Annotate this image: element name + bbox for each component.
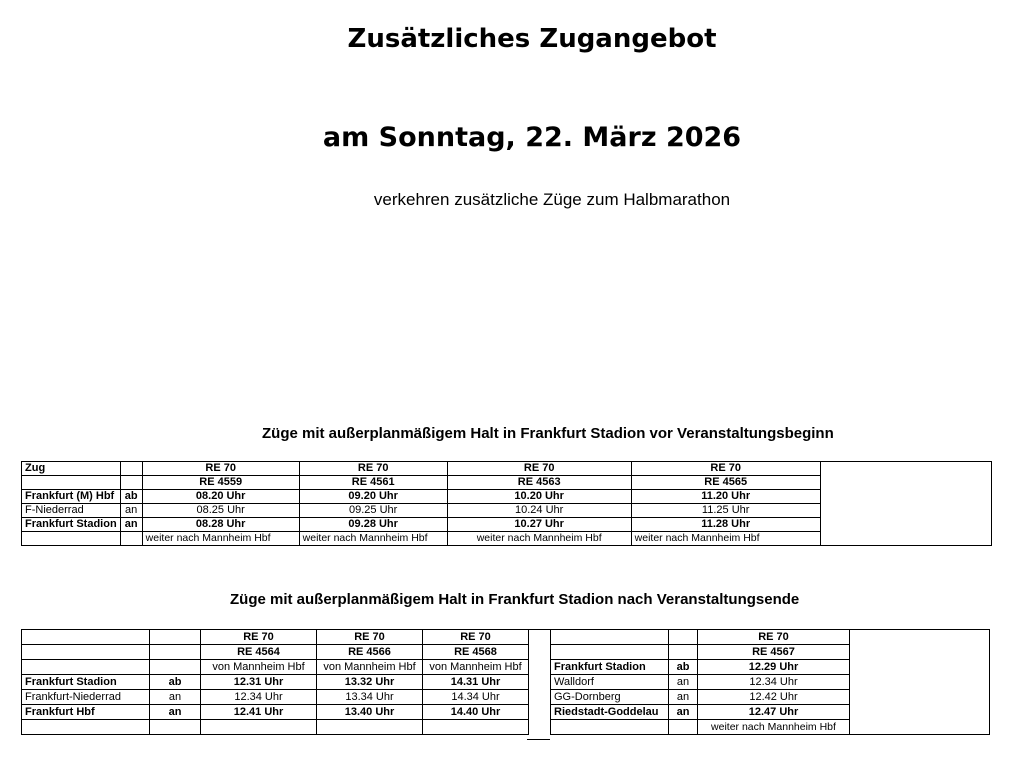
stop-type: an bbox=[669, 705, 698, 720]
line-cell: RE 70 bbox=[631, 462, 820, 476]
time-cell: 09.25 Uhr bbox=[299, 504, 447, 518]
table-row bbox=[22, 705, 529, 720]
time-cell: 13.40 Uhr bbox=[317, 705, 423, 720]
time-cell: 11.25 Uhr bbox=[631, 504, 820, 518]
station-name: Frankfurt-Niederrad bbox=[22, 690, 150, 705]
station-name: F-Niederrad bbox=[22, 504, 121, 518]
line-cell: RE 70 bbox=[142, 462, 299, 476]
time-cell: 13.32 Uhr bbox=[317, 675, 423, 690]
time-cell: 08.28 Uhr bbox=[142, 518, 299, 532]
stop-type: an bbox=[669, 675, 698, 690]
station-name: GG-Dornberg bbox=[551, 690, 669, 705]
train-number: RE 4568 bbox=[423, 645, 529, 660]
origin-cell: von Mannheim Hbf bbox=[201, 660, 317, 675]
section2-title: Züge mit außerplanmäßigem Halt in Frankfurt Stadion nach Veranstaltungsende bbox=[230, 591, 800, 608]
table-row bbox=[551, 630, 990, 645]
subtitle: verkehren zusätzliche Züge zum Halbmarathon bbox=[373, 190, 731, 209]
stop-type: ab bbox=[120, 490, 142, 504]
time-cell: 08.25 Uhr bbox=[142, 504, 299, 518]
table-divider bbox=[527, 629, 550, 740]
stop-type: an bbox=[150, 690, 201, 705]
station-name: Frankfurt Stadion bbox=[22, 518, 121, 532]
time-cell: 12.31 Uhr bbox=[201, 675, 317, 690]
note-cell: weiter nach Mannheim Hbf bbox=[447, 532, 631, 546]
line-cell: RE 70 bbox=[317, 630, 423, 645]
train-number: RE 4566 bbox=[317, 645, 423, 660]
header-label: Zug bbox=[22, 462, 121, 476]
stop-type: an bbox=[120, 504, 142, 518]
table-row bbox=[22, 645, 529, 660]
stop-type: ab bbox=[669, 660, 698, 675]
time-cell: 12.41 Uhr bbox=[201, 705, 317, 720]
train-number: RE 4559 bbox=[142, 476, 299, 490]
table-row bbox=[22, 720, 529, 735]
timetable-before-event bbox=[21, 461, 992, 546]
table-row bbox=[22, 462, 992, 476]
time-cell: 11.20 Uhr bbox=[631, 490, 820, 504]
station-name: Frankfurt Stadion bbox=[22, 675, 150, 690]
time-cell: 12.34 Uhr bbox=[201, 690, 317, 705]
time-cell: 12.29 Uhr bbox=[698, 660, 850, 675]
stop-type: ab bbox=[150, 675, 201, 690]
time-cell: 10.24 Uhr bbox=[447, 504, 631, 518]
train-number: RE 4563 bbox=[447, 476, 631, 490]
origin-cell: von Mannheim Hbf bbox=[317, 660, 423, 675]
date-line: am Sonntag, 22. März 2026 bbox=[322, 122, 742, 153]
page-title: Zusätzliches Zugangebot bbox=[347, 24, 717, 54]
line-cell: RE 70 bbox=[447, 462, 631, 476]
time-cell: 12.42 Uhr bbox=[698, 690, 850, 705]
table-row bbox=[22, 630, 529, 645]
note-cell: weiter nach Mannheim Hbf bbox=[698, 720, 850, 735]
timetable-after-event-left bbox=[21, 629, 529, 735]
time-cell: 14.31 Uhr bbox=[423, 675, 529, 690]
stop-type: an bbox=[120, 518, 142, 532]
station-name: Frankfurt Hbf bbox=[22, 705, 150, 720]
time-cell: 11.28 Uhr bbox=[631, 518, 820, 532]
station-name: Frankfurt Stadion bbox=[551, 660, 669, 675]
time-cell: 13.34 Uhr bbox=[317, 690, 423, 705]
station-name: Frankfurt (M) Hbf bbox=[22, 490, 121, 504]
section1-title: Züge mit außerplanmäßigem Halt in Frankfurt Stadion vor Veranstaltungsbeginn bbox=[262, 425, 834, 442]
time-cell: 10.20 Uhr bbox=[447, 490, 631, 504]
train-number: RE 4567 bbox=[698, 645, 850, 660]
time-cell: 09.28 Uhr bbox=[299, 518, 447, 532]
time-cell: 14.34 Uhr bbox=[423, 690, 529, 705]
time-cell: 14.40 Uhr bbox=[423, 705, 529, 720]
empty-cell bbox=[820, 462, 991, 546]
stop-type: an bbox=[669, 690, 698, 705]
time-cell: 08.20 Uhr bbox=[142, 490, 299, 504]
train-number: RE 4564 bbox=[201, 645, 317, 660]
origin-cell: von Mannheim Hbf bbox=[423, 660, 529, 675]
train-number: RE 4565 bbox=[631, 476, 820, 490]
line-cell: RE 70 bbox=[698, 630, 850, 645]
time-cell: 09.20 Uhr bbox=[299, 490, 447, 504]
line-cell: RE 70 bbox=[201, 630, 317, 645]
line-cell: RE 70 bbox=[299, 462, 447, 476]
time-cell: 10.27 Uhr bbox=[447, 518, 631, 532]
stop-type: an bbox=[150, 705, 201, 720]
train-number: RE 4561 bbox=[299, 476, 447, 490]
table-row bbox=[22, 660, 529, 675]
note-cell: weiter nach Mannheim Hbf bbox=[299, 532, 447, 546]
time-cell: 12.47 Uhr bbox=[698, 705, 850, 720]
empty-cell bbox=[850, 630, 990, 735]
table-row bbox=[22, 675, 529, 690]
line-cell: RE 70 bbox=[423, 630, 529, 645]
note-cell: weiter nach Mannheim Hbf bbox=[631, 532, 820, 546]
table-row bbox=[22, 690, 529, 705]
timetable-after-event-right bbox=[550, 629, 990, 735]
station-name: Walldorf bbox=[551, 675, 669, 690]
station-name: Riedstadt-Goddelau bbox=[551, 705, 669, 720]
note-cell: weiter nach Mannheim Hbf bbox=[142, 532, 299, 546]
time-cell: 12.34 Uhr bbox=[698, 675, 850, 690]
